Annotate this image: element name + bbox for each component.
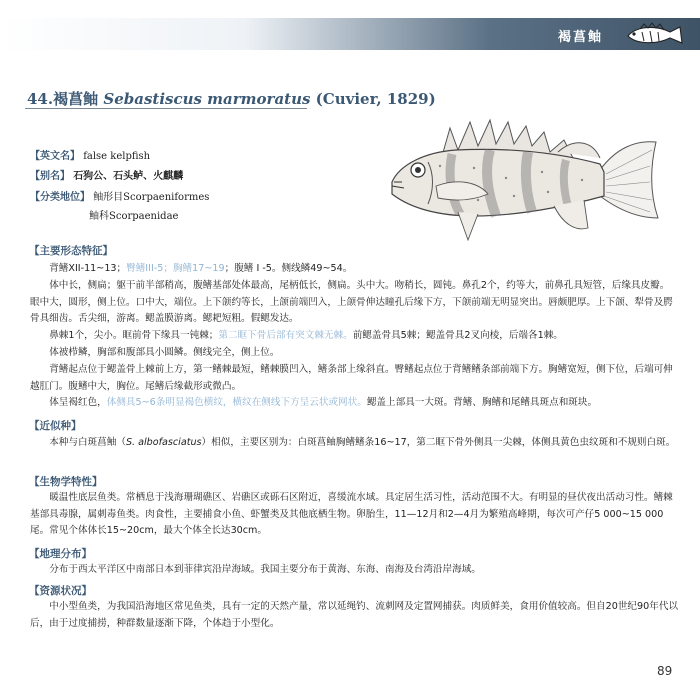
dorsal-fin-formula: 背鳍XII-11~13；: [49, 263, 127, 274]
morphology-fin-formula: [30, 261, 678, 278]
biology-heading: 【生物学特性】: [29, 476, 103, 488]
distribution-heading: 【地理分布】: [29, 548, 92, 560]
related-species-text: [30, 435, 678, 452]
related-species-differences: ）相似，主要区别为：白斑菖鲉胸鳍鳍条16~17，第二眶下骨外侧具一尖棘，体侧具黄色虫纹斑和不规则白斑。: [201, 437, 676, 448]
opercle-spine-text: 前鳃盖骨具5棘；鳃盖骨具2叉向棱，后端各1棘。: [352, 330, 563, 341]
morphology-body-description: 体中长，侧扁；躯干前半部稍高，腹鳍基部处体最高，尾柄低长，侧扁。头中大。吻稍长，圆钝。鼻孔2个，约等大，前鼻孔具短管，后缘具皮瓣。眼中大，圆形，侧上位。口中大，端位。上下颌约等长，上颌前端凹入，上颌骨伸达瞳孔后缘下方，下颌前端无明显突出。唇颇肥厚。上下颌、犁骨及腭骨具细齿。舌尖细，游离。鳃盖膜游离。鳃耙短粗。假鳃发达。: [30, 280, 673, 325]
english-name-value: false kelpfish: [83, 151, 151, 162]
species-title: [27, 88, 436, 109]
pelvic-fin-and-lateral-line: ；腹鳍 I -5。侧线鳞49~54。: [224, 263, 353, 274]
species-authority: (Cuvier, 1829): [315, 90, 436, 108]
title-underline: [25, 108, 307, 109]
spot-pattern-text: 鳃盖上部具一大斑。背鳍、胸鳍和尾鳍具斑点和斑块。: [366, 397, 598, 408]
resource-text: 中小型鱼类，为我国沿海地区常见鱼类，具有一定的天然产量，常以延绳钓、流刺网及定置网捕获。肉质鲜美，食用价值较高。但自20世纪90年代以后，由于过度捕捞，种群数量逐渐下降，个体趋于小型化。: [30, 601, 679, 629]
alias-tag: 【别名】: [30, 171, 70, 182]
species-number: 44.: [27, 90, 54, 108]
resource-heading: 【资源状况】: [29, 585, 92, 597]
taxonomy-tag: 【分类地位】: [30, 192, 90, 203]
related-species-intro: 本种与白斑菖鲉（: [49, 437, 126, 448]
related-species-sci-name: S. albofasciatus: [125, 437, 202, 448]
suborbital-spine-text: 第二眶下骨后部有突文棘无棘。: [218, 330, 353, 341]
related-species-heading: 【近似种】: [29, 420, 82, 432]
english-name-row: [30, 147, 150, 162]
taxonomy-order: 鲉形目Scorpaeniformes: [93, 192, 210, 203]
nasal-spine-text: 鼻棘1个，尖小。眶前骨下缘具一钝棘；: [49, 330, 219, 341]
morphology-scales: 体被栉鳞，胸部和腹部具小圆鳞。侧线完全，侧上位。: [49, 347, 280, 358]
morphology-fins: 背鳍起点位于鳃盖骨上棘前上方，第一鳍棘最短，鳍棘膜凹入，鳍条部上缘斜直。臀鳍起点位于背鳍鳍条部前端下方。胸鳍宽短，侧下位，后端可伸越肛门。腹鳍中大，胸位。尾鳍后缘截形或微凸。: [30, 364, 673, 392]
taxonomy-row: [30, 188, 209, 203]
english-name-tag: 【英文名】: [30, 151, 80, 162]
alias-value: 石狗公、石头鲈、火麒麟: [73, 171, 184, 182]
page-number: 89: [657, 664, 673, 678]
pectoral-fin-formula: 胸鳍17~19: [172, 263, 225, 274]
distribution-text: 分布于西太平洋区中南部日本到菲律宾沿岸海域。我国主要分布于黄海、东海、南海及台湾沿岸海域。: [49, 564, 481, 575]
anal-fin-formula: 臀鳍III-5；: [126, 263, 173, 274]
species-scientific-name: Sebastiscus marmoratus: [103, 90, 311, 108]
band-pattern-text: 体侧具5~6条明显褐色横纹，横纹在侧线下方呈云状或网状。: [106, 397, 367, 408]
morphology-coloration: [30, 395, 678, 412]
morphology-head-spines: [30, 328, 678, 345]
running-header-title: 褐菖鲉: [558, 30, 604, 45]
fish-logo-icon: [622, 22, 688, 48]
body-color-text: 体呈褐红色，: [49, 397, 107, 408]
biology-text: 暖温性底层鱼类。常栖息于浅海珊瑚礁区、岩礁区或砾石区附近，喜缓流水域。具定居生活习性，活动范围不大。有明显的昼伏夜出活动习性。鳍棘基部具毒腺，属刺毒鱼类。肉食性，主要捕食小鱼、虾蟹类及其他底栖生物。卵胎生，11—12月和2—4月为繁殖高峰期，每次可产仔5 000~15 000尾。常见个体体长15~20cm，最大个体全长达30cm。: [30, 492, 673, 537]
morphology-heading: 【主要形态特征】: [29, 245, 113, 257]
taxonomy-family: 鲉科Scorpaenidae: [89, 211, 179, 222]
taxonomy-family-row: [89, 207, 178, 222]
fish-illustration: [378, 108, 668, 258]
species-cn-name: 褐菖鲉: [53, 90, 99, 108]
alias-row: [30, 167, 183, 182]
